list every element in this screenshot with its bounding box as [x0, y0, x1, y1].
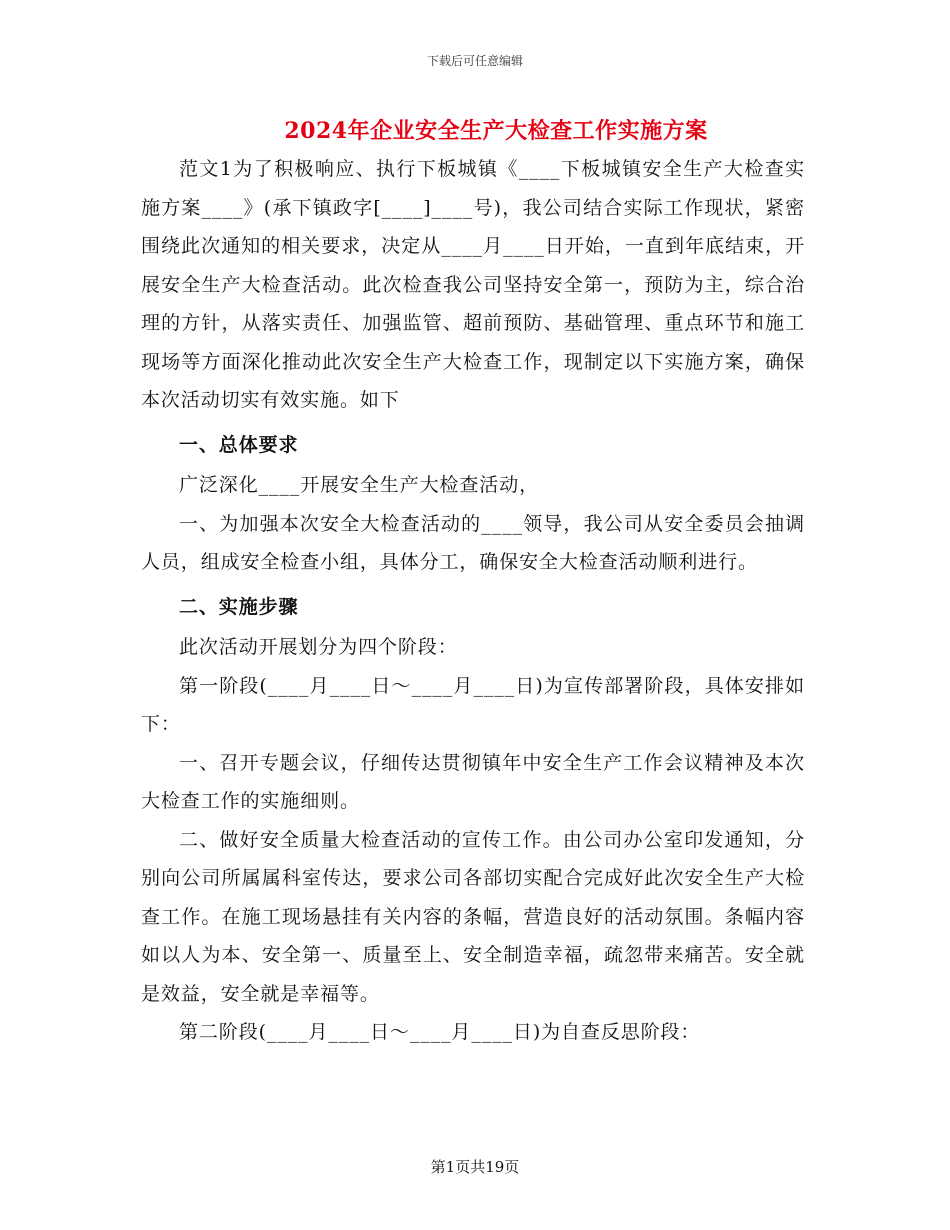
header-note: 下载后可任意编辑: [426, 54, 523, 68]
paragraph: 一、为加强本次安全大检查活动的____领导，我公司从安全委员会抽调人员，组成安全检查小组，具体分工，确保安全大检查活动顺利进行。: [141, 512, 805, 573]
paragraph: 广泛深化____开展安全生产大检查活动，: [179, 474, 540, 496]
paragraph: 第二阶段(____月____日～____月____日)为自查反思阶段：: [179, 1021, 701, 1043]
paragraph: 第一阶段(____月____日～____月____日)为宣传部署阶段，具体安排如下：: [141, 674, 805, 735]
paragraph-intro: 范文1为了积极响应、执行下板城镇《____下板城镇安全生产大检查实施方案____》(承下镇政字[____]____号)，我公司结合实际工作现状，紧密围绕此次通知的相关要求，决定从____月____日开始，一直到年底结束，开展安全生产大检查活动。此次检查我公司坚持安全第一，预防为主，综合治理的方针，从落实责任、加强监管、超前预防、基础管理、重点环节和施工现场等方面深化推动此次安全生产大检查工作，现制定以下实施方案，确保本次活动切实有效实施。如下: [141, 158, 805, 411]
paragraph: 此次活动开展划分为四个阶段：: [179, 636, 458, 658]
section-heading-implementation-steps: 二、实施步骤: [179, 595, 299, 618]
page-number-footer: 第1页共19页: [430, 1158, 520, 1176]
section-heading-overall-requirements: 一、总体要求: [179, 433, 299, 456]
document-body: [141, 150, 805, 1052]
paragraph: 二、做好安全质量大检查活动的宣传工作。由公司办公室印发通知，分别向公司所属属科室传达，要求公司各部切实配合完成好此次安全生产大检查工作。在施工现场悬挂有关内容的条幅，营造良好的活动氛围。条幅内容如以人为本、安全第一、质量至上、安全制造幸福，疏忽带来痛苦。安全就是效益，安全就是幸福等。: [141, 828, 805, 1005]
document-title: 2024年企业安全生产大检查工作实施方案: [284, 118, 708, 144]
paragraph: 一、召开专题会议，仔细传达贯彻镇年中安全生产工作会议精神及本次大检查工作的实施细则。: [141, 751, 805, 812]
